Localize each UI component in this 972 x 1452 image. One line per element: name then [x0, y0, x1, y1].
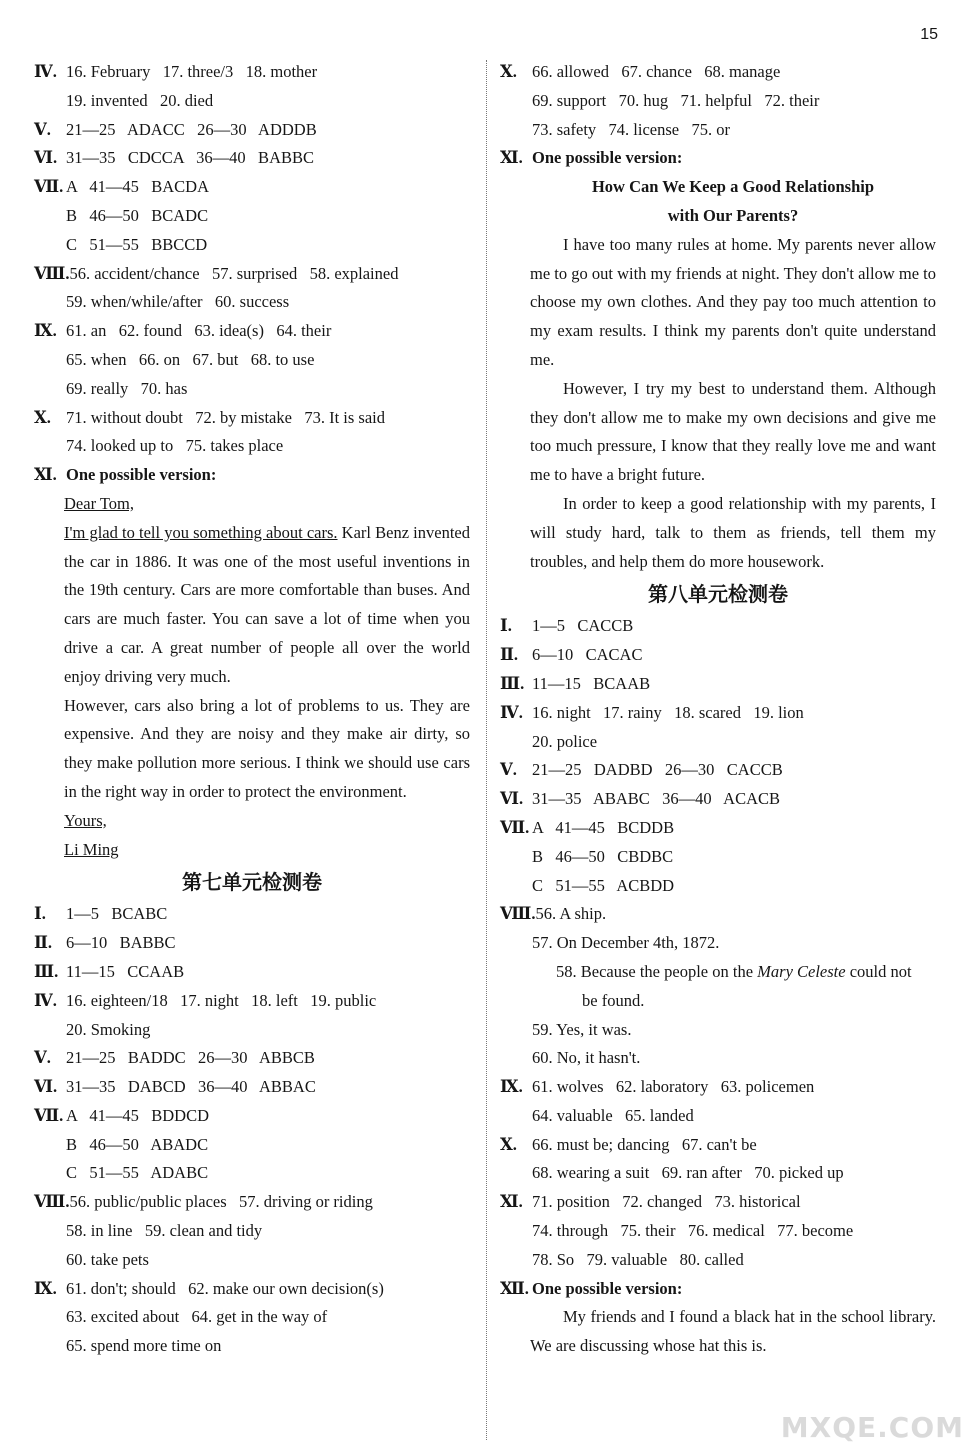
answer-line	[34, 116, 470, 145]
answer-text: 61. an 62. found 63. idea(s) 64. their	[66, 321, 332, 341]
answer-text: A 41—45 BDDCD	[66, 1105, 210, 1125]
letter-opening-sentence: I'm glad to tell you something about cars.	[64, 522, 338, 542]
section-number: Ⅸ.	[34, 1278, 57, 1298]
answer-line	[500, 58, 936, 87]
letter-signature: Li Ming	[64, 839, 119, 859]
answer-text: 69. really 70. has	[66, 378, 188, 398]
answer-line	[34, 173, 470, 202]
left-column	[34, 58, 470, 1361]
answer-line	[500, 1159, 936, 1188]
unit8-answers	[500, 612, 936, 958]
page-number: 15	[920, 26, 938, 43]
answer-text: 1—5 BCABC	[66, 904, 168, 924]
final-essay	[500, 1303, 936, 1361]
section-number: Ⅵ.	[34, 148, 58, 168]
essay-title-line-1: How Can We Keep a Good Relationship	[591, 177, 875, 197]
answer-line	[500, 87, 936, 116]
section-number: Ⅳ.	[34, 62, 57, 81]
answer-text: 56. accident/chance 57. surprised 58. explained	[69, 263, 399, 283]
answer-line	[34, 231, 470, 260]
section-number: Ⅵ.	[500, 789, 524, 809]
answer-text: 68. wearing a suit 69. ran after 70. picked up	[532, 1163, 844, 1183]
answer-line	[34, 1159, 470, 1188]
answer-line	[500, 929, 936, 958]
answer-text: 16. February 17. three/3 18. mother	[66, 62, 318, 81]
section-number: Ⅴ.	[500, 760, 517, 780]
answer-line	[500, 641, 936, 670]
answer-line	[34, 1102, 470, 1131]
section-number: Ⅳ.	[500, 702, 523, 722]
section-number: Ⅺ.	[500, 148, 523, 168]
answer-text: 31—35 ABABC 36—40 ACACB	[532, 789, 780, 809]
left-xi-header	[34, 461, 470, 490]
answer-text: 58. in line 59. clean and tidy	[66, 1221, 263, 1241]
answer-line	[34, 1073, 470, 1102]
answer-line	[500, 1073, 936, 1102]
answer-line	[500, 1044, 936, 1073]
left-answers-top	[34, 58, 470, 461]
section-number: Ⅹ.	[500, 62, 517, 81]
answer-line	[34, 958, 470, 987]
answer-text: 73. safety 74. license 75. or	[532, 119, 730, 139]
essay-title-line-2: with Our Parents?	[667, 205, 799, 225]
section-label: One possible version:	[532, 1278, 683, 1298]
answer-58-ship-name: Mary Celeste	[757, 961, 846, 981]
answer-line	[500, 843, 936, 872]
answer-line	[34, 202, 470, 231]
answer-text: 71. position 72. changed 73. historical	[532, 1192, 801, 1212]
answer-58-line-2: be found.	[582, 990, 645, 1010]
answer-line	[34, 1131, 470, 1160]
answer-line	[34, 900, 470, 929]
answer-line	[500, 1102, 936, 1131]
section-number: Ⅻ.	[500, 1278, 529, 1298]
answer-text: 65. spend more time on	[66, 1336, 222, 1356]
answer-text: 31—35 CDCCA 36—40 BABBC	[66, 148, 314, 168]
answer-line	[34, 346, 470, 375]
answer-text: 66. must be; dancing 67. can't be	[532, 1134, 757, 1154]
answer-text: 71. without doubt 72. by mistake 73. It is said	[66, 407, 385, 427]
answer-line	[500, 1188, 936, 1217]
essay	[500, 173, 936, 576]
answer-line	[34, 1217, 470, 1246]
answer-line	[500, 1016, 936, 1045]
answer-text: 60. No, it hasn't.	[532, 1048, 641, 1068]
answer-text: 20. Smoking	[66, 1019, 151, 1039]
section-number: Ⅶ.	[34, 1105, 64, 1125]
answer-line	[500, 728, 936, 757]
section-number: Ⅳ.	[34, 990, 57, 1010]
letter-closing: Yours,	[64, 810, 107, 830]
section-number: Ⅲ.	[500, 673, 525, 693]
unit7-title: 第七单元检测卷	[182, 870, 322, 895]
answer-text: 19. invented 20. died	[66, 90, 214, 110]
answer-text: 60. take pets	[66, 1249, 149, 1269]
section-label: One possible version:	[532, 148, 683, 168]
section-number: Ⅺ.	[500, 1192, 523, 1212]
answer-line	[34, 317, 470, 346]
answer-line	[500, 1217, 936, 1246]
answer-text: 20. police	[532, 731, 598, 751]
letter-paragraph-1	[64, 519, 470, 692]
answer-line	[500, 1131, 936, 1160]
section-label: One possible version:	[66, 465, 217, 485]
answer-line	[34, 288, 470, 317]
section-number: Ⅲ.	[34, 961, 59, 981]
answer-text: 57. On December 4th, 1872.	[532, 933, 720, 953]
unit7-answers	[34, 900, 470, 1361]
section-number: Ⅵ.	[34, 1077, 58, 1097]
answer-line	[500, 699, 936, 728]
column-divider	[486, 60, 487, 1440]
answer-text: 11—15 CCAAB	[66, 961, 185, 981]
section-number: Ⅰ.	[34, 904, 46, 924]
answer-text: C 51—55 ADABC	[66, 1163, 209, 1183]
answer-text: C 51—55 ACBDD	[532, 875, 675, 895]
answer-text: 64. valuable 65. landed	[532, 1105, 694, 1125]
answer-text: 65. when 66. on 67. but 68. to use	[66, 349, 315, 369]
answer-line	[34, 1303, 470, 1332]
answer-line	[500, 670, 936, 699]
section-number: Ⅱ.	[34, 933, 53, 953]
section-number: Ⅰ.	[500, 616, 512, 636]
section-number: Ⅶ.	[500, 817, 530, 837]
section-number: Ⅺ.	[34, 465, 57, 485]
answer-text: 69. support 70. hug 71. helpful 72. their	[532, 90, 820, 110]
answer-58-text-a: 58. Because the people on the	[556, 961, 758, 981]
answer-text: 78. So 79. valuable 80. called	[532, 1249, 744, 1269]
answer-line	[34, 260, 470, 289]
answer-line	[34, 1188, 470, 1217]
answer-text: 56. A ship.	[535, 904, 607, 924]
right-answers-top	[500, 58, 936, 144]
answer-line	[34, 404, 470, 433]
section-number: Ⅷ.	[34, 1192, 70, 1212]
answer-text: A 41—45 BACDA	[66, 177, 210, 197]
answer-text: 31—35 DABCD 36—40 ABBAC	[66, 1077, 316, 1097]
section-number: Ⅶ.	[34, 177, 64, 197]
section-number: Ⅸ.	[500, 1077, 523, 1097]
answer-text: B 46—50 CBDBC	[532, 846, 674, 866]
answer-text: 6—10 CACAC	[532, 645, 643, 665]
answer-text: 1—5 CACCB	[532, 616, 634, 636]
letter-paragraph-1-rest: Karl Benz invented the car in 1886. It was one of the most useful inventions in the 19th century. Cars are more comfortable than buses. And cars are much faster. You can save a lot of time when you drive a car. A great number of people all over the world enjoy driving very much.	[64, 522, 470, 686]
answer-line	[500, 612, 936, 641]
right-column	[500, 58, 936, 1361]
answer-text: A 41—45 BCDDB	[532, 817, 675, 837]
answer-line	[500, 900, 936, 929]
section-number: Ⅹ.	[34, 407, 51, 427]
answer-line	[500, 756, 936, 785]
answer-line	[34, 432, 470, 461]
essay-paragraph-3: In order to keep a good relationship with my parents, I will study hard, talk to them as friends, tell them my troubles, and help them do more housework.	[530, 493, 936, 571]
answer-text: B 46—50 ABADC	[66, 1134, 209, 1154]
answer-line	[34, 1016, 470, 1045]
answer-text: 16. eighteen/18 17. night 18. left 19. public	[66, 990, 377, 1010]
answer-line	[34, 87, 470, 116]
answer-text: 56. public/public places 57. driving or riding	[69, 1192, 373, 1212]
answer-text: B 46—50 BCADC	[66, 205, 209, 225]
section-number: Ⅷ.	[34, 263, 70, 283]
letter-greeting: Dear Tom,	[64, 493, 135, 513]
unit8-title: 第八单元检测卷	[648, 582, 788, 607]
answer-line	[500, 785, 936, 814]
answer-text: 59. when/while/after 60. success	[66, 292, 290, 312]
answer-line	[34, 375, 470, 404]
answer-line	[34, 1275, 470, 1304]
letter-paragraph-2: However, cars also bring a lot of problems to us. They are expensive. And they are noisy and they make air dirty, so they make pollution more serious. I think we should use cars in the right way in order to protect the environment.	[64, 695, 470, 801]
section-number: Ⅴ.	[34, 119, 51, 139]
answer-text: 11—15 BCAAB	[532, 673, 651, 693]
answer-58-text-b: could not	[845, 961, 912, 981]
answer-text: 63. excited about 64. get in the way of	[66, 1307, 328, 1327]
essay-paragraph-1: I have too many rules at home. My parents never allow me to go out with my friends at night. They don't allow me to choose my own clothes. And they pay too much attention to my exam results. I think my parents don't quite understand me.	[530, 234, 936, 369]
answer-line	[34, 1246, 470, 1275]
answer-text: C 51—55 BBCCD	[66, 234, 208, 254]
section-number: Ⅹ.	[500, 1134, 517, 1154]
answer-text: 74. through 75. their 76. medical 77. become	[532, 1221, 854, 1241]
site-watermark: MXQE.COM	[780, 1411, 964, 1444]
answer-line	[500, 872, 936, 901]
answer-text: 61. don't; should 62. make our own decision(s)	[66, 1278, 384, 1298]
letter	[34, 490, 470, 864]
answer-text: 74. looked up to 75. takes place	[66, 436, 284, 456]
answer-line	[34, 58, 470, 87]
answer-text: 6—10 BABBC	[66, 933, 176, 953]
answer-58-line-1	[500, 958, 936, 987]
answer-line	[34, 929, 470, 958]
unit8-answers-continued	[500, 1016, 936, 1275]
right-xi-header	[500, 144, 936, 173]
answer-line	[34, 987, 470, 1016]
answer-text: 61. wolves 62. laboratory 63. policemen	[532, 1077, 815, 1097]
essay-paragraph-2: However, I try my best to understand them. Although they don't allow me to make my own decisions and give me too much pressure, I know that they really love me and want me to have a bright future.	[530, 378, 936, 485]
final-paragraph: My friends and I found a black hat in the school library. We are discussing whose hat this is.	[530, 1307, 936, 1356]
section-number: Ⅱ.	[500, 645, 519, 665]
answer-text: 59. Yes, it was.	[532, 1019, 632, 1039]
right-xii-header	[500, 1275, 936, 1304]
answer-line	[500, 116, 936, 145]
answer-line	[34, 1332, 470, 1361]
answer-line	[500, 814, 936, 843]
answer-text: 21—25 BADDC 26—30 ABBCB	[66, 1048, 315, 1068]
section-number: Ⅸ.	[34, 321, 57, 341]
answer-line	[34, 144, 470, 173]
answer-text: 16. night 17. rainy 18. scared 19. lion	[532, 702, 804, 722]
answer-line	[500, 1246, 936, 1275]
answer-text: 21—25 ADACC 26—30 ADDDB	[66, 119, 317, 139]
answer-text: 66. allowed 67. chance 68. manage	[532, 62, 781, 81]
answer-line	[34, 1044, 470, 1073]
answer-text: 21—25 DADBD 26—30 CACCB	[532, 760, 783, 780]
section-number: Ⅷ.	[500, 904, 536, 924]
section-number: Ⅴ.	[34, 1048, 51, 1068]
